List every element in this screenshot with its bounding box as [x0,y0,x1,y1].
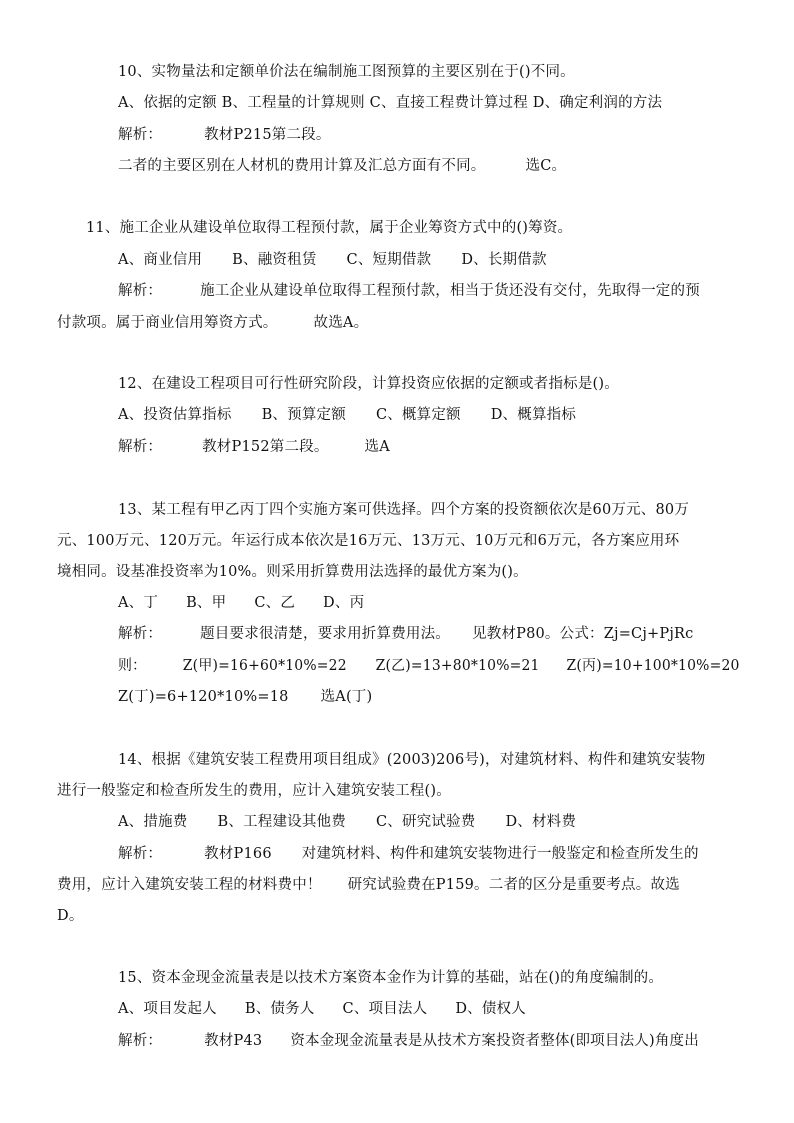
q11-analysis-line1: 施工企业从建设单位取得工程预付款，相当于货还没有交付，先取得一定的预 [200,283,700,299]
q13-option-c: C、乙 [254,595,296,611]
q10-answer: 选C。 [525,158,567,174]
q13-calc-label: 则： [118,658,147,674]
q11-analysis-line2: 付款项。属于商业信用筹资方式。 [57,315,278,331]
q15-options [118,998,526,1020]
q15-analysis-line1: 资本金现金流量表是从技术方案投资者整体(即项目法人)角度出 [290,1033,699,1049]
q11-options [118,249,547,271]
q13-option-b: B、甲 [186,595,227,611]
q10-stem: 10、实物量法和定额单价法在编制施工图预算的主要区别在于()不同。 [118,64,575,80]
q13-reference: 见教材P80。公式：Zj=Cj+PjRc [472,626,694,642]
q13-stem-line3: 境相同。设基准投资率为10%。则采用折算费用法选择的最优方案为()。 [57,564,528,580]
q13-calc-cont [118,686,372,708]
q13-calc [118,655,740,677]
q14-analysis [118,843,699,865]
q10-options: A、依据的定额 B、工程量的计算规则 C、直接工程费计算过程 D、确定利润的方法 [118,95,663,111]
q15-analysis-ref: 教材P43 [204,1033,263,1049]
q14-analysis-label: 解析： [118,846,163,862]
q11-option-b: B、融资租赁 [232,252,317,268]
q10-analysis [118,124,331,146]
q14-analysis-ref: 教材P166 [204,846,272,862]
q12-answer: 选A [364,439,390,455]
q11-option-a: A、商业信用 [118,252,203,268]
q13-options [118,592,364,614]
q12-analysis [118,436,390,458]
q15-option-a: A、项目发起人 [118,1001,217,1017]
q10-analysis-text: 教材P215第二段。 [204,127,331,143]
q14-analysis-line2a: 费用，应计入建筑安装工程的材料费中！ [57,877,322,893]
q14-analysis-line2b: 研究试验费在P159。二者的区分是重要考点。故选 [347,877,680,893]
q12-stem: 12、在建设工程项目可行性研究阶段，计算投资应依据的定额或者指标是()。 [118,376,619,392]
q12-option-c: C、概算定额 [375,407,461,423]
q11-answer: 故选A。 [313,315,369,331]
q11-analysis-label: 解析： [118,283,163,299]
q13-calc-ding: Z(丁)=6+120*10%=18 [118,689,289,705]
q12-option-b: B、预算定额 [261,407,346,423]
q12-option-d: D、概算指标 [490,407,577,423]
q12-options [118,404,576,426]
q15-stem: 15、资本金现金流量表是以技术方案资本金作为计算的基础，站在()的角度编制的。 [118,970,664,986]
q13-stem-line2: 元、100万元、120万元。年运行成本依次是16万元、13万元、10万元和6万元，各方案应用环 [57,533,680,549]
q14-analysis-line1: 对建筑材料、构件和建筑安装物进行一般鉴定和检查所发生的 [301,846,699,862]
q15-option-c: C、项目法人 [342,1001,428,1017]
q13-analysis [118,623,693,645]
q12-analysis-label: 解析： [118,439,163,455]
q13-answer: 选A(丁) [320,689,373,705]
q12-option-a: A、投资估算指标 [118,407,232,423]
q13-analysis-label: 解析： [118,626,163,642]
q13-analysis-text: 题目要求很清楚，要求用折算费用法。 [200,626,451,642]
q10-extra-text: 二者的主要区别在人材机的费用计算及汇总方面有不同。 [118,158,486,174]
q12-analysis-text: 教材P152第二段。 [202,439,329,455]
q15-analysis [118,1030,699,1052]
q14-option-a: A、措施费 [118,814,188,830]
q13-option-d: D、丙 [323,595,365,611]
q13-calc-yi: Z(乙)=13+80*10%=21 [375,658,540,674]
q14-option-b: B、工程建设其他费 [217,814,346,830]
q13-option-a: A、丁 [118,595,159,611]
q13-calc-jia: Z(甲)=16+60*10%=22 [182,658,347,674]
q11-analysis-cont [57,312,368,334]
q11-option-c: C、短期借款 [346,252,432,268]
q14-stem-line1: 14、根据《建筑安装工程费用项目组成》(2003)206号)，对建筑材料、构件和建筑安装物 [118,752,706,768]
q13-calc-bing: Z(丙)=10+100*10%=20 [566,658,740,674]
q11-option-d: D、长期借款 [461,252,547,268]
q14-option-d: D、材料费 [505,814,577,830]
q10-extra [118,155,566,177]
q15-analysis-label: 解析： [118,1033,163,1049]
q14-stem-line2: 进行一般鉴定和检查所发生的费用，应计入建筑安装工程()。 [57,783,451,799]
q13-stem-line1: 13、某工程有甲乙丙丁四个实施方案可供选择。四个方案的投资额依次是60万元、80万 [118,502,690,518]
q14-option-c: C、研究试验费 [375,814,476,830]
q14-analysis-line3: D。 [57,908,84,924]
q14-analysis-cont [57,874,680,896]
q10-analysis-label: 解析： [118,127,163,143]
q14-options [118,811,576,833]
q15-option-b: B、债务人 [244,1001,315,1017]
q11-stem: 11、施工企业从建设单位取得工程预付款，属于企业筹资方式中的()筹资。 [86,220,573,236]
q11-analysis [118,280,700,302]
q15-option-d: D、债权人 [455,1001,526,1017]
